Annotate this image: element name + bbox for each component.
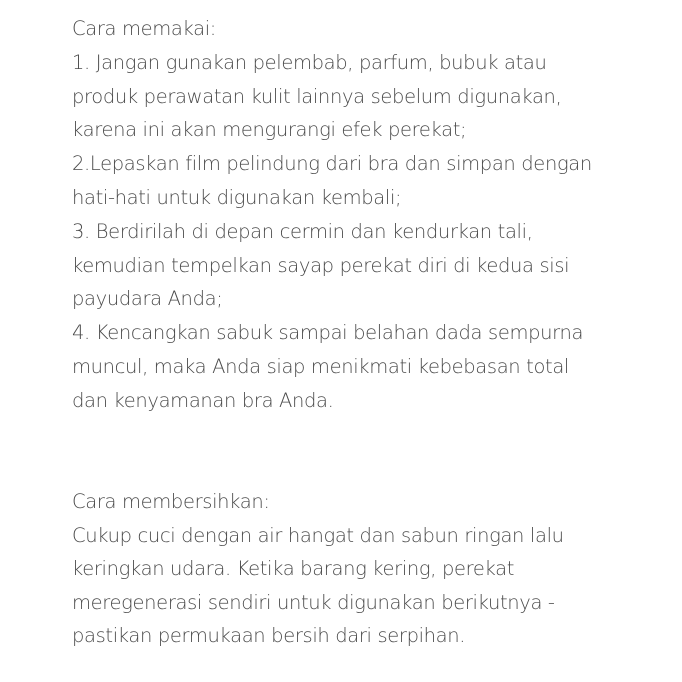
usage-line: kemudian tempelkan sayap perekat diri di kedua sisi (72, 253, 570, 277)
usage-line: produk perawatan kulit lainnya sebelum digunakan, (72, 84, 562, 108)
usage-line: 2.Lepaskan film pelindung dari bra dan simpan dengan (72, 152, 592, 176)
cleaning-section (72, 485, 672, 653)
usage-line: payudara Anda; (72, 287, 223, 311)
cleaning-line: keringkan udara. Ketika barang kering, perekat (72, 557, 515, 580)
usage-section (72, 12, 672, 418)
usage-line: hati-hati untuk digunakan kembali; (72, 185, 402, 209)
usage-heading: Cara memakai: (72, 17, 217, 40)
cleaning-heading: Cara membersihkan: (72, 490, 270, 513)
cleaning-line: Cukup cuci dengan air hangat dan sabun ringan lalu (72, 523, 564, 547)
usage-line: 3. Berdirilah di depan cermin dan kendurkan tali, (72, 219, 533, 243)
usage-line: dan kenyamanan bra Anda. (72, 388, 334, 412)
cleaning-line: pastikan permukaan bersih dari serpihan. (72, 624, 466, 647)
usage-line: karena ini akan mengurangi efek perekat; (72, 118, 467, 142)
usage-line: muncul, maka Anda siap menikmati kebebasan total (72, 354, 569, 378)
usage-line: 4. Kencangkan sabuk sampai belahan dada sempurna (72, 321, 584, 345)
cleaning-line: meregenerasi sendiri untuk digunakan berikutnya - (72, 590, 555, 614)
usage-line: 1. Jangan gunakan pelembab, parfum, bubuk atau (72, 50, 547, 74)
